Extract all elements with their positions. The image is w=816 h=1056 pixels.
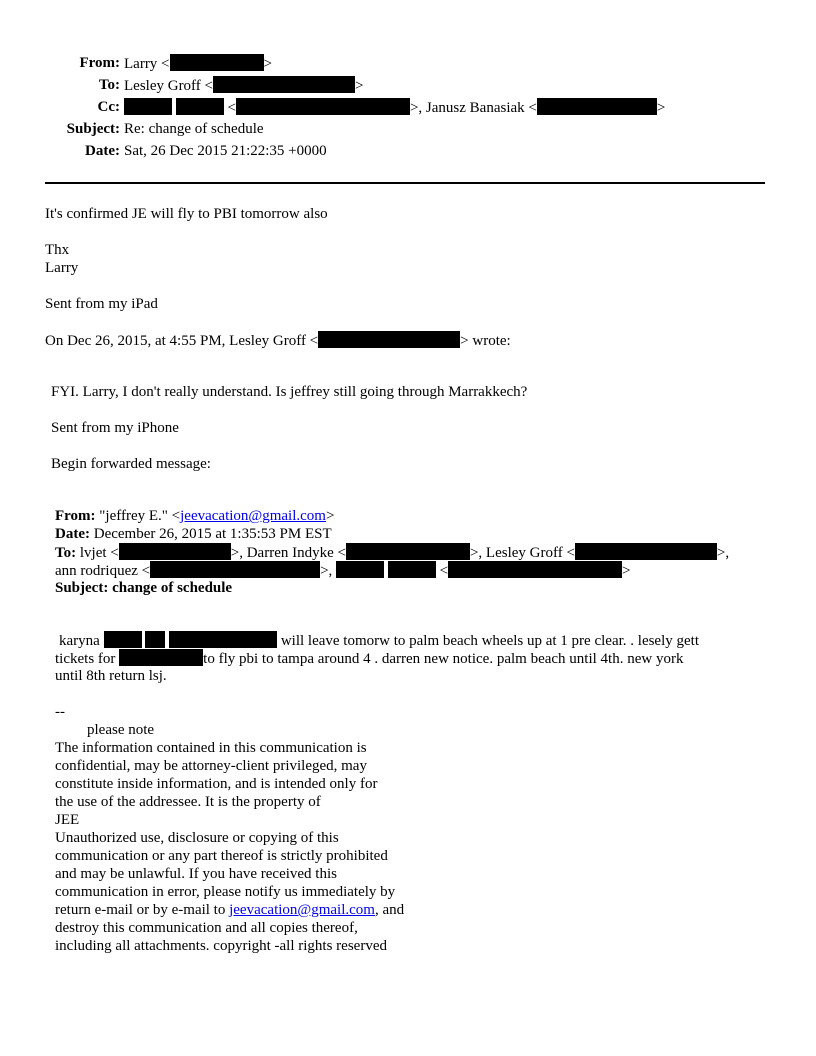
redaction (119, 649, 203, 666)
sig-line: including all attachments. copyright -all rights reserved (55, 938, 387, 954)
redaction (104, 631, 142, 648)
redaction (336, 561, 384, 578)
cc-value: < >, Janusz Banasiak < > (124, 98, 665, 117)
cc-name-2: >, Janusz Banasiak < (409, 100, 537, 116)
sig-line: communication in error, please notify us immediately by (55, 884, 396, 900)
fwd-msg-line-2: tickets for to fly pbi to tampa around 4 . darren new notice. palm beach until 4th. new york (55, 651, 684, 667)
fwd-subject-label: Subject: (55, 580, 109, 596)
subject-value: Re: change of schedule (124, 121, 264, 137)
sent-from-ipad: Sent from my iPad (45, 296, 158, 312)
redaction (575, 543, 717, 560)
quote-intro: On Dec 26, 2015, at 4:55 PM, Lesley Groff < > wrote: (45, 333, 511, 349)
fwd-msg-line-1: karyna will leave tomorw to palm beach wheels up at 1 pre clear. . lesely gett (59, 633, 700, 649)
date-value: Sat, 26 Dec 2015 21:22:35 +0000 (124, 143, 327, 159)
redaction (236, 98, 410, 115)
sig-dashes: -- (55, 704, 65, 720)
sig-line: The information contained in this communication is (55, 740, 367, 756)
from-name: Larry < (124, 56, 170, 72)
to-name: Lesley Groff < (124, 78, 213, 94)
sig-line-email: return e-mail or by e-mail to jeevacation@gmail.com, and (55, 902, 405, 918)
cc-label: Cc: (97, 99, 120, 115)
sig-line: and may be unlawful. If you have received this (55, 866, 337, 882)
sig-email-link[interactable]: jeevacation@gmail.com (229, 902, 375, 918)
body-thx: Thx (45, 242, 70, 258)
from-label: From: (79, 55, 120, 71)
to-value: Lesley Groff < > (124, 78, 364, 94)
fwd-date-label: Date: (55, 526, 90, 542)
redaction (170, 54, 264, 71)
date-label: Date: (85, 143, 120, 159)
fwd-to-label: To: (55, 545, 77, 561)
sent-from-iphone: Sent from my iPhone (51, 420, 179, 436)
redaction (346, 543, 470, 560)
fwd-date: Date: December 26, 2015 at 1:35:53 PM EST (55, 526, 332, 542)
sig-line: communication or any part thereof is strictly prohibited (55, 848, 388, 864)
redaction (150, 561, 320, 578)
redaction (537, 98, 657, 115)
sig-line: JEE (55, 812, 80, 828)
sig-line: confidential, may be attorney-client privileged, may (55, 758, 367, 774)
fwd-to-cont: ann rodriquez < >, < > (55, 563, 631, 579)
fwd-from: From: "jeffrey E." <jeevacation@gmail.com> (55, 508, 335, 524)
redaction (124, 98, 172, 115)
redaction (318, 331, 460, 348)
fwd-subject (55, 579, 232, 597)
begin-forwarded: Begin forwarded message: (51, 456, 211, 472)
redaction (448, 561, 622, 578)
redaction (145, 631, 165, 648)
from-value: Larry < > (124, 56, 272, 72)
fyi-line: FYI. Larry, I don't really understand. Is jeffrey still going through Marrakkech? (51, 384, 528, 400)
body-signer: Larry (45, 260, 79, 276)
redaction (169, 631, 277, 648)
sig-line: Unauthorized use, disclosure or copying of this (55, 830, 339, 846)
sig-line: the use of the addressee. It is the property of (55, 794, 321, 810)
redaction (119, 543, 231, 560)
redaction (176, 98, 224, 115)
fwd-to: To: lvjet < >, Darren Indyke < >, Lesley Groff < >, (55, 545, 730, 561)
fwd-subject-value: change of schedule (112, 580, 233, 596)
sig-line: destroy this communication and all copies thereof, (55, 920, 358, 936)
fwd-from-email-link[interactable]: jeevacation@gmail.com (180, 508, 326, 524)
sig-please-note: please note (87, 722, 155, 738)
header-divider (45, 182, 765, 184)
fwd-from-label: From: (55, 508, 96, 524)
fwd-msg-line-3: until 8th return lsj. (55, 668, 167, 684)
redaction (213, 76, 355, 93)
to-label: To: (98, 77, 120, 93)
redaction (388, 561, 436, 578)
body-line-confirmed: It's confirmed JE will fly to PBI tomorrow also (45, 206, 328, 222)
sig-line: constitute inside information, and is intended only for (55, 776, 378, 792)
subject-label: Subject: (66, 121, 120, 137)
